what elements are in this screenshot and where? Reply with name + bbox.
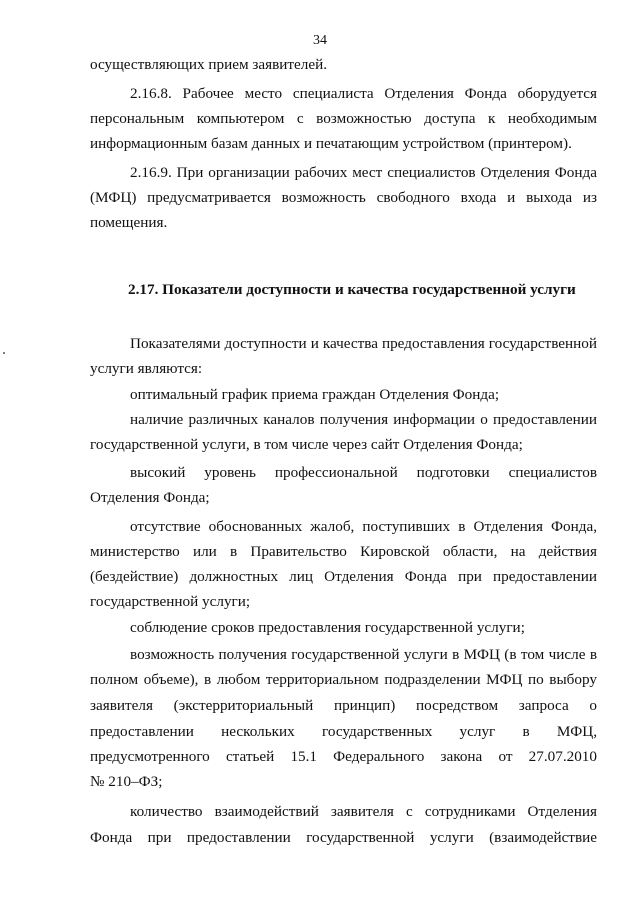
section-heading: 2.17. Показатели доступности и качества государственной услуги — [128, 281, 576, 298]
margin-mark — [3, 352, 5, 354]
text-line: информационным базам данных и печатающим устройством (принтером). — [90, 135, 572, 152]
text-line: государственной услуги; — [90, 593, 251, 610]
text-line: осуществляющих прием заявителей. — [90, 56, 328, 73]
text-line: услуги являются: — [90, 360, 203, 377]
text-line: полном объеме), в любом территориальном подразделении МФЦ по выбору — [90, 671, 597, 688]
text-line: отсутствие обоснованных жалоб, поступивших в Отделения Фонда, — [130, 518, 597, 535]
text-line: высокий уровень профессиональной подготовки специалистов — [130, 464, 597, 481]
text-line: персональным компьютером с возможностью доступа к необходимым — [90, 110, 597, 127]
text-line: министерство или в Правительство Кировской области, на действия — [90, 543, 597, 560]
text-line: предоставлении нескольких государственных услуг в МФЦ, — [90, 723, 597, 740]
text-line: оптимальный график приема граждан Отделения Фонда; — [130, 386, 500, 403]
text-line: соблюдение сроков предоставления государственной услуги; — [130, 619, 525, 636]
page-number: 34 — [313, 33, 327, 48]
text-line: № 210–ФЗ; — [90, 773, 163, 790]
text-line: 2.16.9. При организации рабочих мест специалистов Отделения Фонда — [130, 164, 597, 181]
text-line: предусмотренного статьей 15.1 Федерального закона от 27.07.2010 — [90, 748, 597, 765]
text-line: (МФЦ) предусматривается возможность свободного входа и выхода из — [90, 189, 597, 206]
text-line: 2.16.8. Рабочее место специалиста Отделения Фонда оборудуется — [130, 85, 597, 102]
text-line: Фонда при предоставлении государственной услуги (взаимодействие — [90, 829, 597, 846]
text-line: Отделения Фонда; — [90, 489, 210, 506]
text-line: помещения. — [90, 214, 168, 231]
text-line: (бездействие) должностных лиц Отделения Фонда при предоставлении — [90, 568, 597, 585]
text-line: заявителя (экстерриториальный принцип) посредством запроса о — [90, 697, 597, 714]
text-line: количество взаимодействий заявителя с сотрудниками Отделения — [130, 803, 597, 820]
text-line: Показателями доступности и качества предоставления государственной — [130, 335, 597, 352]
text-line: государственной услуги, в том числе через сайт Отделения Фонда; — [90, 436, 523, 453]
text-line: наличие различных каналов получения информации о предоставлении — [130, 411, 597, 428]
text-line: возможность получения государственной услуги в МФЦ (в том числе в — [130, 646, 597, 663]
